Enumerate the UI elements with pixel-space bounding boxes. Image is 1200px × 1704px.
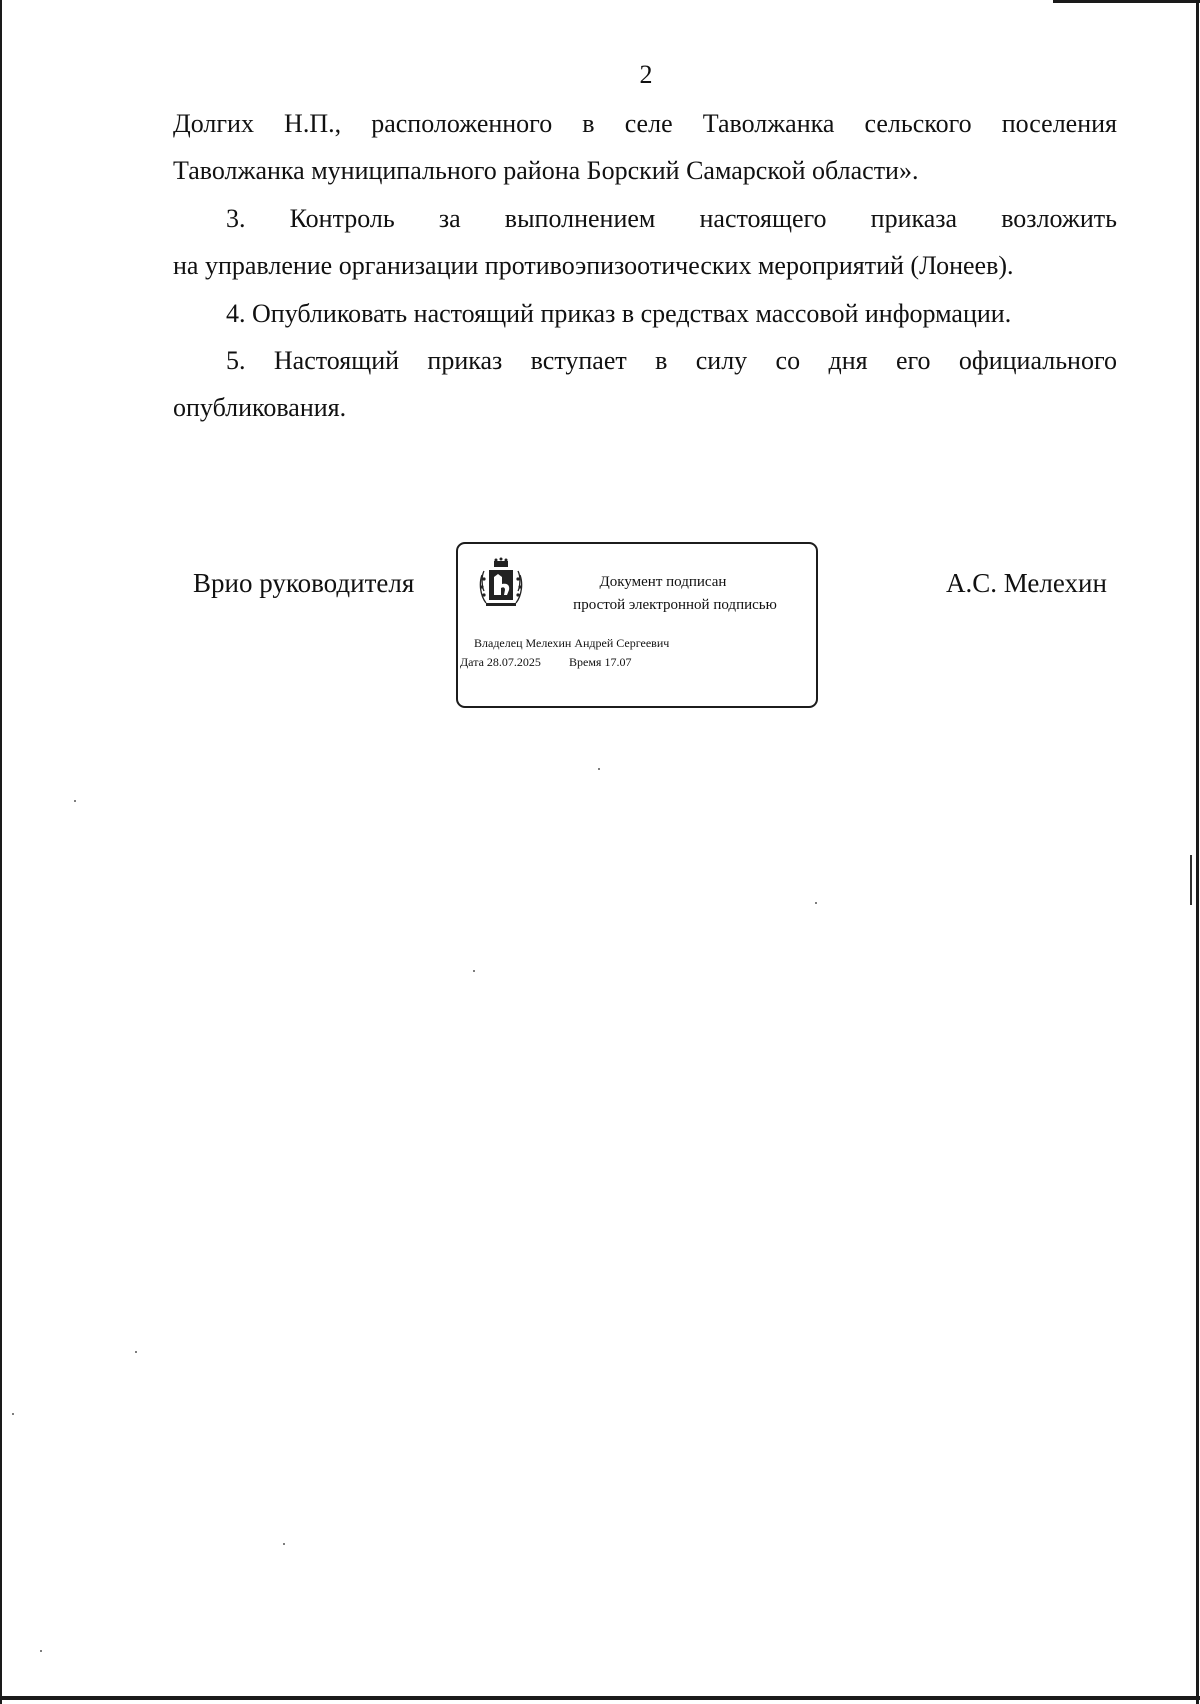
scan-speck <box>815 902 817 904</box>
scan-mark <box>1190 855 1192 905</box>
scan-speck <box>74 800 76 802</box>
stamp-date: Дата 28.07.2025 <box>460 655 541 669</box>
scan-speck <box>135 1351 137 1353</box>
scan-speck <box>283 1543 285 1545</box>
paragraph-item-4: 4. Опубликовать настоящий приказ в средствах массовой информации. <box>226 299 1012 328</box>
stamp-title-line-2: простой электронной подписью <box>573 597 777 613</box>
paragraph-continuation-line-2: Таволжанка муниципального района Борский Самарской области». <box>173 156 919 185</box>
scan-edge-right <box>1196 0 1199 1704</box>
signatory-name: А.С. Мелехин <box>946 568 1107 598</box>
scan-speck <box>598 768 600 770</box>
paragraph-continuation-line-1: Долгих Н.П., расположенного в селе Таволжанка сельского поселения <box>173 109 1117 138</box>
stamp-title-line-1: Документ подписан <box>599 574 727 590</box>
scan-speck <box>473 970 475 972</box>
scan-speck <box>40 1650 42 1652</box>
paragraph-item-5-line-2: опубликования. <box>173 393 347 422</box>
scan-edge-top <box>1053 0 1200 3</box>
paragraph-item-3-line-1: 3. Контроль за выполнением настоящего приказа возложить <box>226 204 1117 233</box>
page-number: 2 <box>639 60 653 89</box>
paragraph-item-3-line-2: на управление организации противоэпизоотических мероприятий (Лонеев). <box>173 251 1014 280</box>
electronic-signature-stamp <box>456 542 818 708</box>
paragraph-item-5-line-1: 5. Настоящий приказ вступает в силу со дня его официального <box>226 346 1117 375</box>
samara-region-coat-of-arms-icon <box>476 557 526 611</box>
stamp-owner: Владелец Мелехин Андрей Сергеевич <box>474 636 670 650</box>
scan-edge-bottom <box>0 1696 1200 1700</box>
signatory-position: Врио руководителя <box>193 568 415 598</box>
scan-speck <box>12 1413 14 1415</box>
stamp-time: Время 17.07 <box>569 655 632 669</box>
scan-edge-left <box>0 0 2 1704</box>
